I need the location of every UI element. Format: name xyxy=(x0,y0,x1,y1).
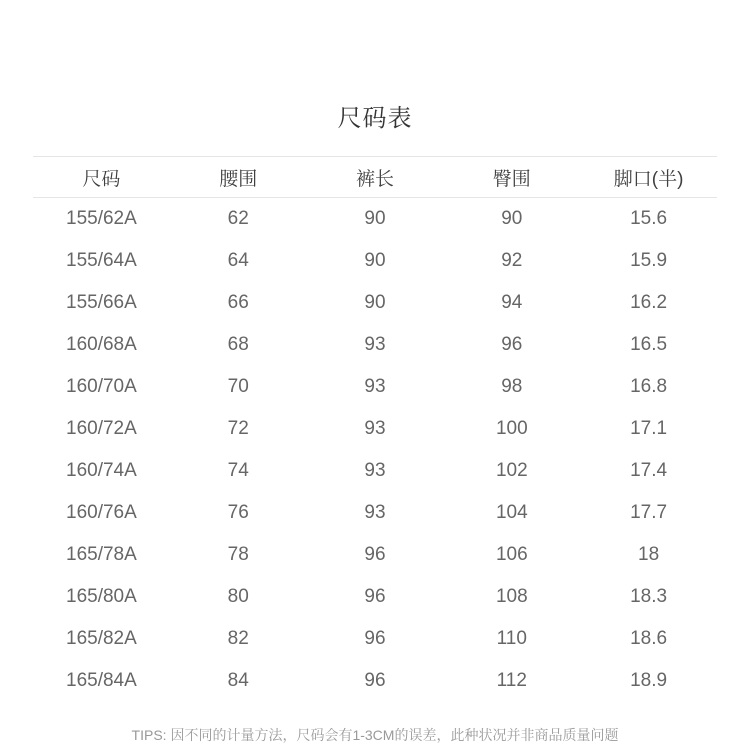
table-cell: 94 xyxy=(501,291,523,313)
column-header: 尺码 xyxy=(82,168,121,190)
table-cell: 18 xyxy=(638,543,660,565)
table-row xyxy=(33,618,717,660)
table-cell: 17.4 xyxy=(630,459,668,481)
table-cell: 16.8 xyxy=(630,375,668,397)
table-cell: 112 xyxy=(496,669,527,691)
table-cell: 155/64A xyxy=(66,249,137,271)
table-cell: 110 xyxy=(496,627,527,649)
table-cell: 93 xyxy=(364,375,386,397)
size-table-head xyxy=(33,157,717,198)
column-header: 腰围 xyxy=(219,168,258,190)
table-cell: 93 xyxy=(364,333,386,355)
table-cell: 96 xyxy=(364,669,386,691)
column-header: 臀围 xyxy=(492,168,531,190)
table-row xyxy=(33,492,717,534)
table-cell: 155/62A xyxy=(66,207,137,229)
table-cell: 18.6 xyxy=(630,627,668,649)
table-cell: 160/72A xyxy=(66,417,137,439)
table-cell: 80 xyxy=(227,585,249,607)
column-header: 脚口(半) xyxy=(613,168,684,190)
tips-note: TIPS: 因不同的计量方法，尺码会有1-3CM的误差，此种状况并非商品质量问题 xyxy=(131,726,619,743)
table-cell: 18.9 xyxy=(630,669,668,691)
table-cell: 16.5 xyxy=(630,333,668,355)
table-cell: 76 xyxy=(227,501,249,523)
table-cell: 92 xyxy=(501,249,523,271)
table-row xyxy=(33,408,717,450)
table-cell: 78 xyxy=(227,543,249,565)
size-table-body xyxy=(33,198,717,702)
table-cell: 15.9 xyxy=(630,249,668,271)
table-cell: 96 xyxy=(364,543,386,565)
table-cell: 90 xyxy=(501,207,523,229)
table-cell: 96 xyxy=(364,627,386,649)
table-cell: 16.2 xyxy=(630,291,668,313)
table-cell: 102 xyxy=(495,459,528,481)
size-table-header-row xyxy=(33,157,717,198)
table-row xyxy=(33,240,717,282)
table-cell: 93 xyxy=(364,459,386,481)
table-cell: 90 xyxy=(364,207,386,229)
table-cell: 160/74A xyxy=(66,459,137,481)
table-cell: 15.6 xyxy=(630,207,668,229)
table-cell: 160/76A xyxy=(66,501,137,523)
table-cell: 100 xyxy=(495,417,528,439)
table-cell: 66 xyxy=(227,291,249,313)
table-cell: 96 xyxy=(501,333,523,355)
table-cell: 17.7 xyxy=(630,501,668,523)
table-row xyxy=(33,198,717,240)
table-row xyxy=(33,324,717,366)
table-cell: 155/66A xyxy=(66,291,137,313)
column-header: 裤长 xyxy=(355,168,394,190)
table-cell: 84 xyxy=(227,669,249,691)
table-cell: 93 xyxy=(364,417,386,439)
table-cell: 82 xyxy=(227,627,249,649)
table-cell: 70 xyxy=(227,375,249,397)
table-row xyxy=(33,576,717,618)
table-cell: 165/78A xyxy=(66,543,137,565)
table-cell: 160/68A xyxy=(66,333,137,355)
table-cell: 62 xyxy=(227,207,249,229)
table-cell: 98 xyxy=(501,375,523,397)
table-cell: 165/80A xyxy=(66,585,137,607)
table-cell: 106 xyxy=(495,543,528,565)
table-cell: 108 xyxy=(495,585,528,607)
table-row xyxy=(33,660,717,702)
table-cell: 64 xyxy=(227,249,249,271)
table-cell: 90 xyxy=(364,291,386,313)
table-cell: 104 xyxy=(495,501,528,523)
table-cell: 90 xyxy=(364,249,386,271)
table-cell: 17.1 xyxy=(630,417,668,439)
table-cell: 165/82A xyxy=(66,627,137,649)
page-title: 尺码表 xyxy=(337,105,413,132)
size-table xyxy=(33,156,717,702)
table-cell: 18.3 xyxy=(630,585,668,607)
table-cell: 72 xyxy=(227,417,249,439)
table-cell: 93 xyxy=(364,501,386,523)
table-row xyxy=(33,534,717,576)
table-cell: 96 xyxy=(364,585,386,607)
table-row xyxy=(33,450,717,492)
table-row xyxy=(33,366,717,408)
table-cell: 165/84A xyxy=(66,669,137,691)
table-cell: 68 xyxy=(227,333,249,355)
table-cell: 160/70A xyxy=(66,375,137,397)
table-cell: 74 xyxy=(227,459,249,481)
table-row xyxy=(33,282,717,324)
